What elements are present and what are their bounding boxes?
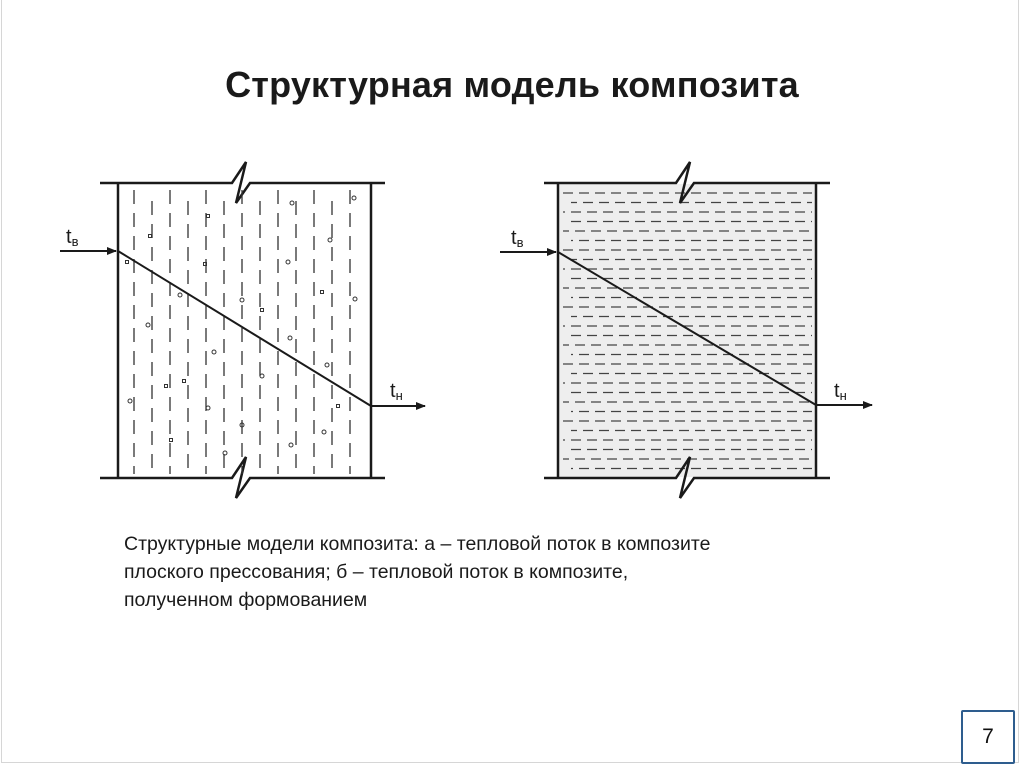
particle (322, 430, 326, 434)
particle (261, 309, 264, 312)
particle (204, 263, 207, 266)
figure-caption (124, 530, 884, 614)
diagram-b-temp-in-label: tв (511, 227, 524, 250)
diagram-a-vertical-hatch (134, 190, 350, 474)
particle (286, 260, 290, 264)
particle (212, 350, 216, 354)
particle (178, 293, 182, 297)
particle (289, 443, 293, 447)
particle (223, 451, 227, 455)
particle (207, 215, 210, 218)
particle (325, 363, 329, 367)
particle (128, 399, 132, 403)
page-number-box (961, 710, 1015, 764)
caption-line-3: полученном формованием (124, 589, 368, 611)
particle (321, 291, 324, 294)
particle (183, 380, 186, 383)
diagram-a-temp-in-label: tв (66, 226, 79, 249)
diagram-a-temp-out-label: tн (390, 380, 403, 403)
particle (353, 297, 357, 301)
particle (288, 336, 292, 340)
particle (170, 439, 173, 442)
particle (337, 405, 340, 408)
diagram-a-temperature-profile (118, 251, 371, 406)
diagram-a (60, 162, 425, 498)
particle (328, 238, 332, 242)
diagram-b-temp-out-label: tн (834, 380, 847, 403)
diagram-a-bottom-wall (100, 457, 385, 498)
diagram-b-fill (559, 184, 815, 477)
caption-line-1: Структурные модели композита: а – тепловой поток в композите (124, 533, 711, 555)
caption-line-2: плоского прессования; б – тепловой поток в композите, (124, 561, 629, 583)
diagram-b (500, 162, 872, 498)
particle (126, 261, 129, 264)
particle (240, 298, 244, 302)
particle (290, 201, 294, 205)
particle (149, 235, 152, 238)
page-number: 7 (982, 725, 994, 748)
particle (146, 323, 150, 327)
particle (352, 196, 356, 200)
particle (165, 385, 168, 388)
slide-title: Структурная модель композита (225, 64, 799, 105)
